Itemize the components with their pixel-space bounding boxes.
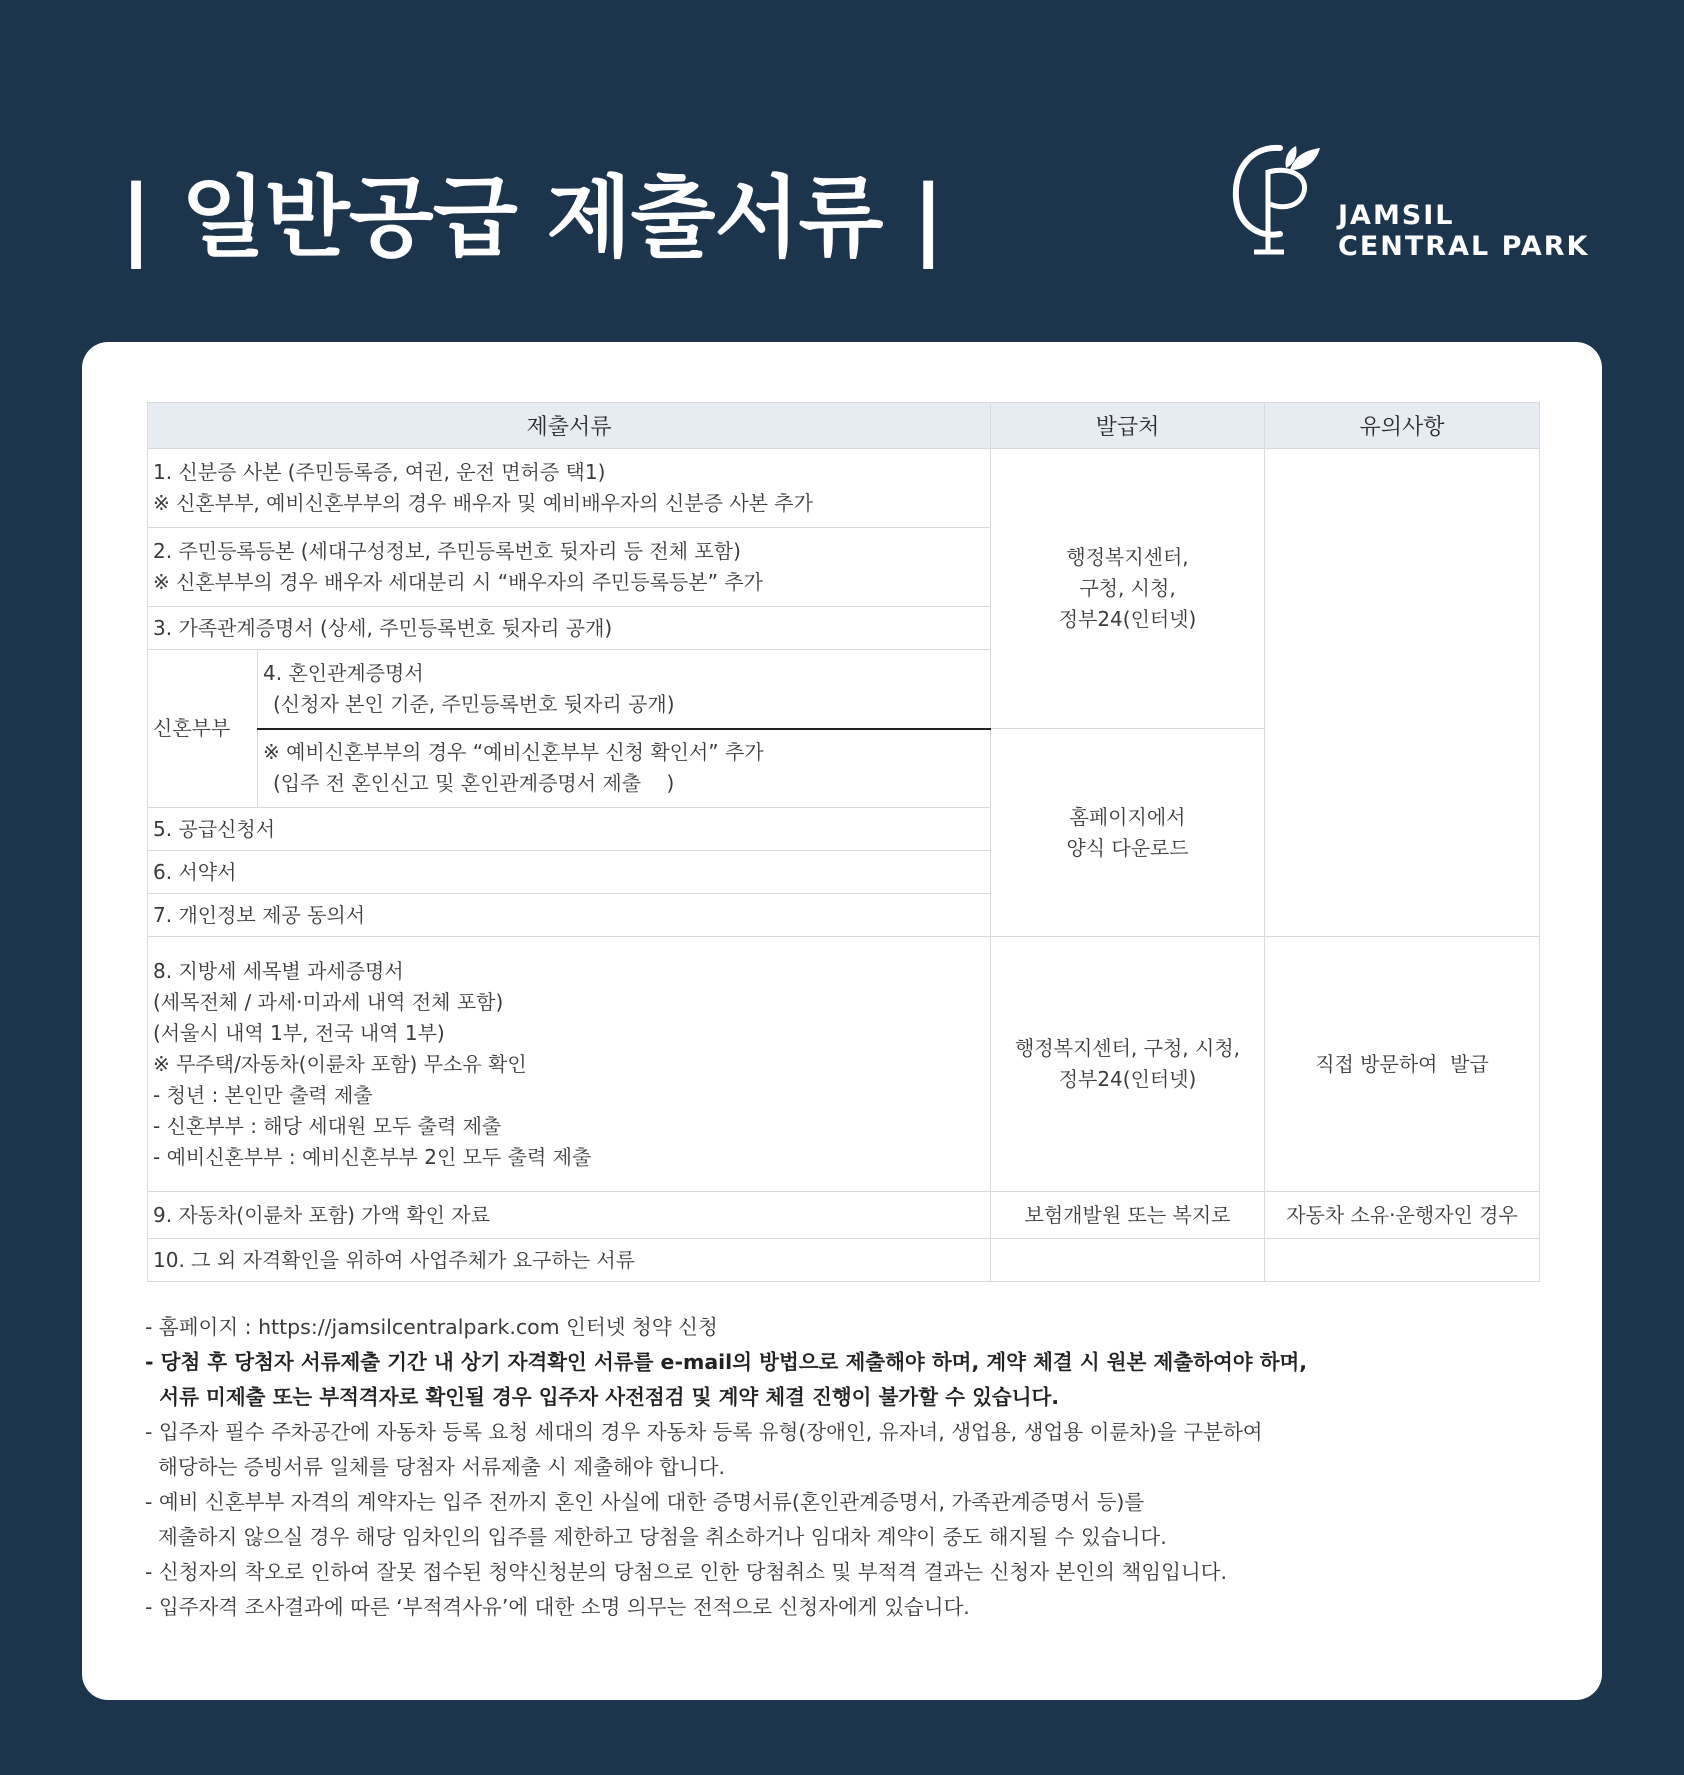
notes-cell-empty-10 — [1265, 1239, 1540, 1282]
brand-line-2: CENTRAL PARK — [1338, 231, 1590, 262]
table-row — [148, 1192, 1540, 1239]
notes-cell-9: 자동차 소유·운행자인 경우 — [1265, 1192, 1540, 1239]
doc-cell-5: 5. 공급신청서 — [148, 808, 991, 851]
issuer-cell-c: 행정복지센터, 구청, 시청, 정부24(인터넷) — [991, 937, 1265, 1192]
table-header-row — [148, 403, 1540, 449]
doc-cell-4b: ※ 예비신혼부부의 경우 “예비신혼부부 신청 확인서” 추가 (입주 전 혼인신고 및 혼인관계증명서 제출 ) — [258, 729, 991, 808]
note-item: - 홈페이지 : https://jamsilcentralpark.com 인터넷 청약 신청 — [145, 1315, 718, 1339]
doc-cell-7: 7. 개인정보 제공 동의서 — [148, 894, 991, 937]
notes-cell-8: 직접 방문하여 발급 — [1265, 937, 1540, 1192]
doc-cell-4: 4. 혼인관계증명서 (신청자 본인 기준, 주민등록번호 뒷자리 공개) — [258, 650, 991, 729]
notes-cell-empty — [1265, 449, 1540, 937]
doc-cell-10: 10. 그 외 자격확인을 위하여 사업주체가 요구하는 서류 — [148, 1239, 991, 1282]
cp-leaf-logo-icon — [1228, 140, 1328, 260]
note-item: 서류 미제출 또는 부적격자로 확인될 경우 입주자 사전점검 및 계약 체결 진행이 불가할 수 있습니다. — [145, 1385, 1060, 1409]
doc-cell-2: 2. 주민등록등본 (세대구성정보, 주민등록번호 뒷자리 등 전체 포함) ※ 신혼부부의 경우 배우자 세대분리 시 “배우자의 주민등록등본” 추가 — [148, 528, 991, 607]
doc-cell-9: 9. 자동차(이륜차 포함) 가액 확인 자료 — [148, 1192, 991, 1239]
note-item: - 예비 신혼부부 자격의 계약자는 입주 전까지 혼인 사실에 대한 증명서류(혼인관계증명서, 가족관계증명서 등)를 — [145, 1490, 1145, 1514]
table-row — [148, 449, 1540, 528]
note-item: 제출하지 않으실 경우 해당 임차인의 입주를 제한하고 당첨을 취소하거나 임대차 계약이 중도 해지될 수 있습니다. — [145, 1525, 1167, 1549]
doc-cell-8: 8. 지방세 세목별 과세증명서 (세목전체 / 과세·미과세 내역 전체 포함) (서울시 내역 1부, 전국 내역 1부) ※ 무주택/자동차(이륜차 포함) 무소유 확인 - 청년 : 본인만 출력 제출 - 신혼부부 : 해당 세대원 모두 출력 제출 - 예비신혼부부 : 예비신혼부부 2인 모두 출력 제출 — [148, 937, 991, 1192]
header-issuer: 발급처 — [991, 403, 1265, 449]
brand-logo — [1228, 140, 1590, 270]
note-item: 해당하는 증빙서류 일체를 당첨자 서류제출 시 제출해야 합니다. — [145, 1455, 726, 1479]
note-item: - 입주자격 조사결과에 따른 ‘부적격사유’에 대한 소명 의무는 전적으로 신청자에게 있습니다. — [145, 1595, 970, 1619]
issuer-cell-a: 행정복지센터, 구청, 시청, 정부24(인터넷) — [991, 449, 1265, 729]
newlywed-label: 신혼부부 — [148, 650, 258, 808]
brand-name — [1338, 200, 1589, 262]
brand-line-1: JAMSIL — [1338, 200, 1455, 231]
issuer-cell-empty — [991, 1239, 1265, 1282]
doc-cell-1: 1. 신분증 사본 (주민등록증, 여권, 운전 면허증 택1) ※ 신혼부부, 예비신혼부부의 경우 배우자 및 예비배우자의 신분증 사본 추가 — [148, 449, 991, 528]
table-row — [148, 937, 1540, 1192]
issuer-cell-b: 홈페이지에서 양식 다운로드 — [991, 729, 1265, 937]
note-item: - 당첨 후 당첨자 서류제출 기간 내 상기 자격확인 서류를 e-mail의 방법으로 제출해야 하며, 계약 체결 시 원본 제출하여야 하며, — [145, 1350, 1308, 1374]
note-item: - 신청자의 착오로 인하여 잘못 접수된 청약신청분의 당첨으로 인한 당첨취소 및 부적격 결과는 신청자 본인의 책임입니다. — [145, 1560, 1228, 1584]
content-card — [82, 342, 1602, 1700]
table-row — [148, 1239, 1540, 1282]
issuer-cell-d: 보험개발원 또는 복지로 — [991, 1192, 1265, 1239]
header-notes: 유의사항 — [1265, 403, 1540, 449]
documents-table — [147, 402, 1540, 1282]
doc-cell-3: 3. 가족관계증명서 (상세, 주민등록번호 뒷자리 공개) — [148, 607, 991, 650]
header-documents: 제출서류 — [148, 403, 991, 449]
notes-list — [145, 1310, 1565, 1625]
doc-cell-6: 6. 서약서 — [148, 851, 991, 894]
page-title: | 일반공급 제출서류 | — [120, 166, 944, 269]
note-item: - 입주자 필수 주차공간에 자동차 등록 요청 세대의 경우 자동차 등록 유형(장애인, 유자녀, 생업용, 생업용 이륜차)을 구분하여 — [145, 1420, 1263, 1444]
